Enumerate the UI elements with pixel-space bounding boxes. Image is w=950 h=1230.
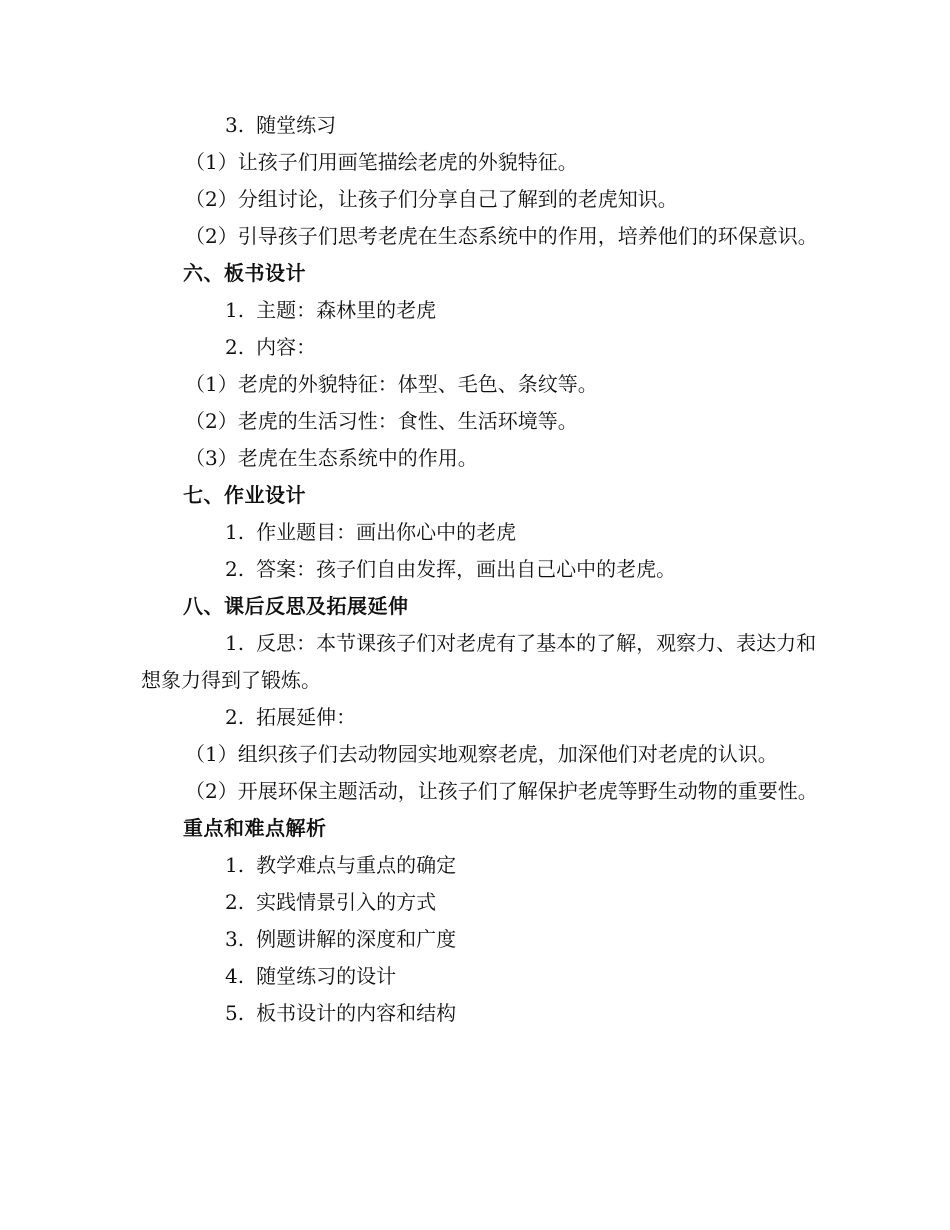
numbered-item [141, 921, 821, 958]
item-number: 2. [225, 890, 245, 914]
item-number: 1. [225, 520, 245, 544]
sub-item-paragraph: （3）老虎在生态系统中的作用。 [185, 446, 478, 470]
sub-item-paragraph: （2）开展环保主题活动，让孩子们了解保护老虎等野生动物的重要性。 [185, 779, 818, 803]
item-number: 4. [225, 964, 245, 988]
item-text: 实践情景引入的方式 [256, 890, 437, 914]
item-text: 随堂练习的设计 [256, 964, 397, 988]
sub-item-paragraph: （2）分组讨论，让孩子们分享自己了解到的老虎知识。 [185, 187, 678, 211]
item-text: 反思：本节课孩子们对老虎有了基本的了解，观察力、表达力和想象力得到了锻炼。 [141, 631, 817, 692]
numbered-item [141, 292, 821, 329]
item-text: 例题讲解的深度和广度 [256, 927, 457, 951]
item-number: 3. [225, 927, 245, 951]
sub-item-paragraph: （1）组织孩子们去动物园实地观察老虎，加深他们对老虎的认识。 [185, 742, 778, 766]
item-number: 3. [225, 113, 245, 137]
item-number: 1. [225, 853, 245, 877]
item-number: 2. [225, 705, 245, 729]
item-text: 主题：森林里的老虎 [256, 298, 437, 322]
section-heading: 八、课后反思及拓展延伸 [183, 594, 409, 618]
section-heading: 重点和难点解析 [183, 816, 327, 840]
sub-item-paragraph: （2）老虎的生活习性：食性、生活环境等。 [185, 409, 578, 433]
item-text: 内容： [256, 335, 317, 359]
numbered-item [141, 625, 821, 699]
document-body [141, 107, 821, 1032]
item-text: 作业题目：画出你心中的老虎 [256, 520, 517, 544]
section-heading: 七、作业设计 [183, 483, 306, 507]
numbered-item [141, 699, 821, 736]
item-number: 2. [225, 335, 245, 359]
numbered-item [141, 107, 821, 144]
item-number: 2. [225, 557, 245, 581]
sub-item-paragraph: （1）让孩子们用画笔描绘老虎的外貌特征。 [185, 150, 578, 174]
item-text: 教学难点与重点的确定 [256, 853, 457, 877]
item-number: 5. [225, 1001, 245, 1025]
numbered-item [141, 514, 821, 551]
numbered-item [141, 958, 821, 995]
section-heading: 六、板书设计 [183, 261, 306, 285]
numbered-item [141, 329, 821, 366]
sub-item-paragraph: （2）引导孩子们思考老虎在生态系统中的作用，培养他们的环保意识。 [185, 224, 818, 248]
item-number: 1. [225, 298, 245, 322]
item-text: 板书设计的内容和结构 [256, 1001, 457, 1025]
item-text: 随堂练习 [256, 113, 337, 137]
numbered-item [141, 551, 821, 588]
numbered-item [141, 884, 821, 921]
numbered-item [141, 995, 821, 1032]
numbered-item [141, 847, 821, 884]
item-number: 1. [225, 631, 245, 655]
sub-item-paragraph: （1）老虎的外貌特征：体型、毛色、条纹等。 [185, 372, 598, 396]
item-text: 拓展延伸： [256, 705, 357, 729]
item-text: 答案：孩子们自由发挥，画出自己心中的老虎。 [256, 557, 677, 581]
